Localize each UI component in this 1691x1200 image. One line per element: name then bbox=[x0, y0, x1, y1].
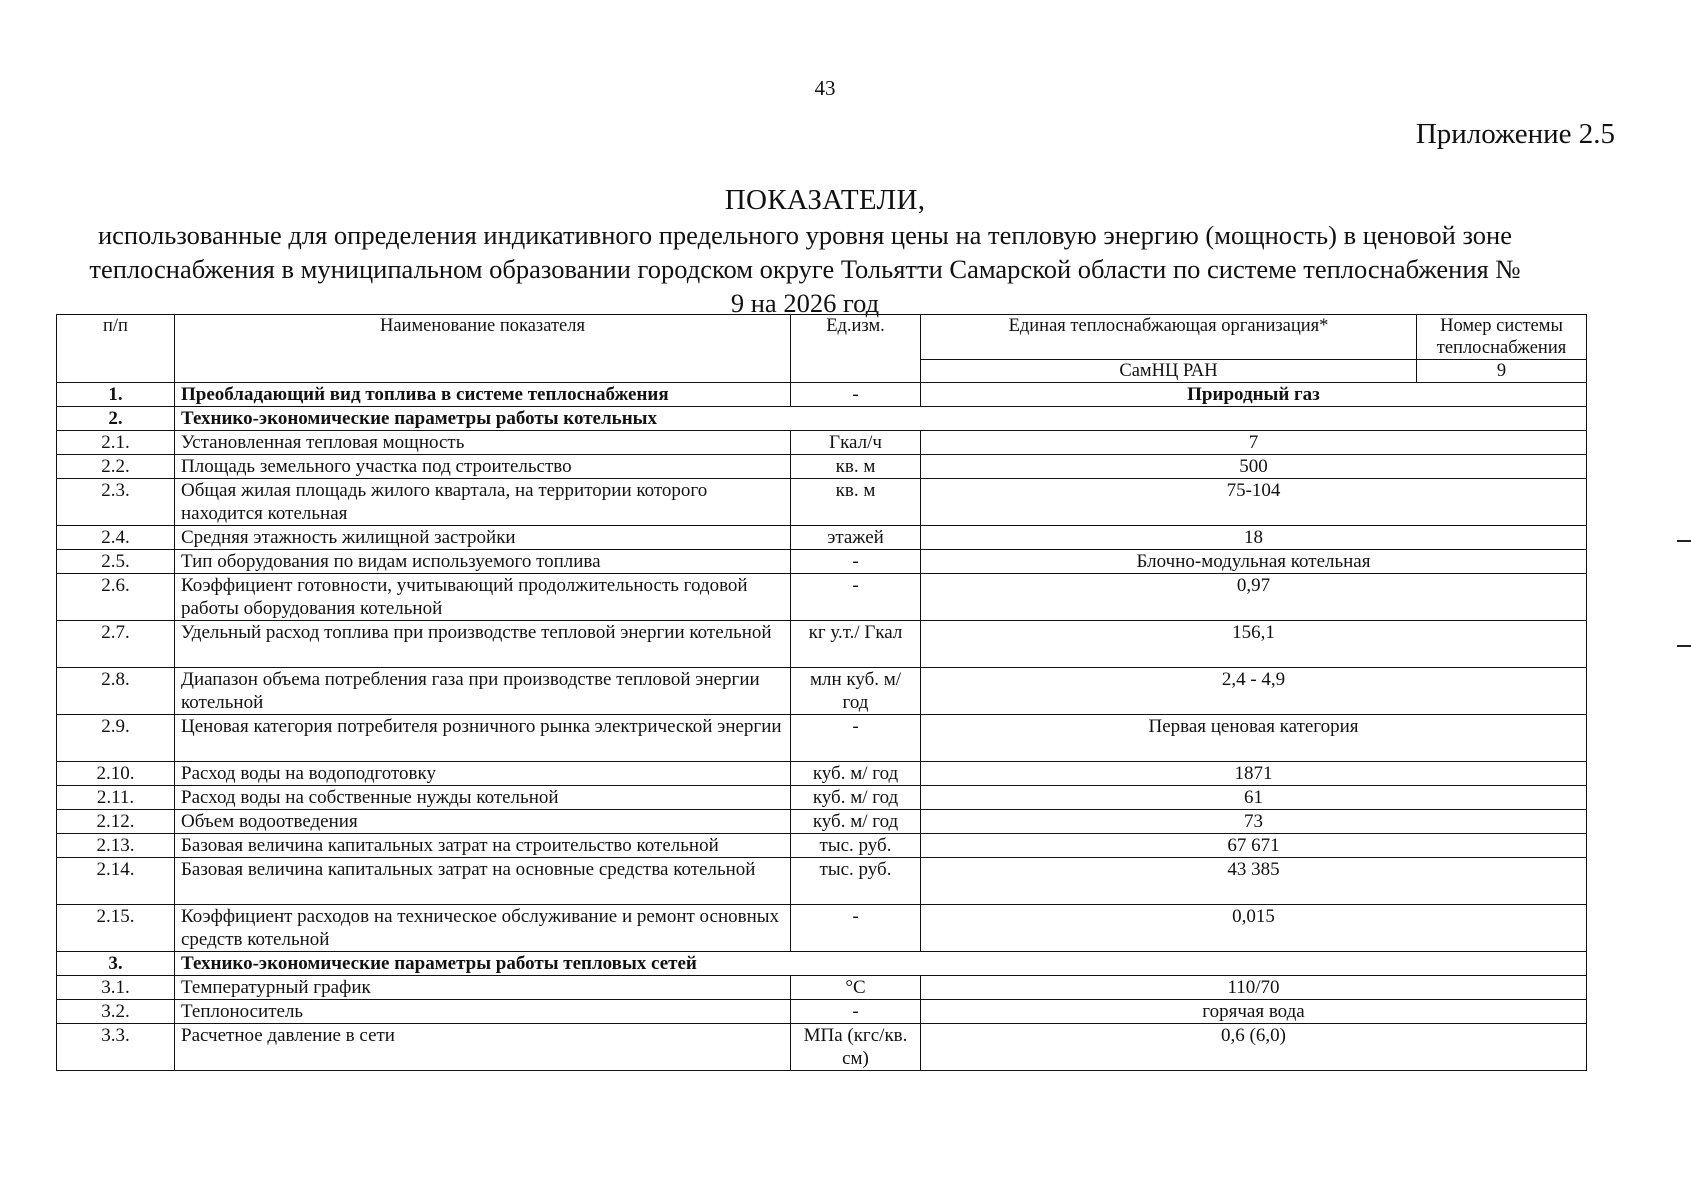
row-number: 3.3. bbox=[57, 1024, 175, 1071]
indicators-table bbox=[56, 314, 1587, 1071]
row-unit: тыс. руб. bbox=[791, 858, 921, 905]
row-unit: Гкал/ч bbox=[791, 431, 921, 455]
table-row bbox=[57, 810, 1587, 834]
row-number: 2.11. bbox=[57, 786, 175, 810]
row-name: Общая жилая площадь жилого квартала, на территории которого находится котельная bbox=[175, 479, 791, 526]
row-value: 500 bbox=[921, 455, 1587, 479]
row-number: 2.6. bbox=[57, 574, 175, 621]
row-unit: кв. м bbox=[791, 479, 921, 526]
row-value: 61 bbox=[921, 786, 1587, 810]
row-value: 0,6 (6,0) bbox=[921, 1024, 1587, 1071]
table-section-row bbox=[57, 407, 1587, 431]
row-value: 67 671 bbox=[921, 834, 1587, 858]
row-value: горячая вода bbox=[921, 1000, 1587, 1024]
table-row bbox=[57, 834, 1587, 858]
table-row bbox=[57, 383, 1587, 407]
row-value: Природный газ bbox=[921, 383, 1587, 407]
row-number: 2. bbox=[57, 407, 175, 431]
header-unit: Ед.изм. bbox=[791, 315, 921, 383]
row-name: Площадь земельного участка под строительство bbox=[175, 455, 791, 479]
row-unit: - bbox=[791, 1000, 921, 1024]
row-number: 2.15. bbox=[57, 905, 175, 952]
row-number: 2.12. bbox=[57, 810, 175, 834]
table-row bbox=[57, 858, 1587, 905]
row-unit: МПа (кгс/кв. см) bbox=[791, 1024, 921, 1071]
row-number: 2.14. bbox=[57, 858, 175, 905]
row-number: 2.1. bbox=[57, 431, 175, 455]
row-unit: - bbox=[791, 550, 921, 574]
row-unit: куб. м/ год bbox=[791, 786, 921, 810]
row-value: 0,015 bbox=[921, 905, 1587, 952]
row-value: 43 385 bbox=[921, 858, 1587, 905]
row-name: Теплоноситель bbox=[175, 1000, 791, 1024]
row-value: 75-104 bbox=[921, 479, 1587, 526]
row-value: 7 bbox=[921, 431, 1587, 455]
appendix-label: Приложение 2.5 bbox=[1415, 118, 1615, 150]
header-system: Номер системы теплоснабжения bbox=[1417, 315, 1587, 360]
row-number: 2.7. bbox=[57, 621, 175, 668]
scan-edge-mark bbox=[1677, 540, 1691, 542]
row-number: 3. bbox=[57, 952, 175, 976]
row-unit: °С bbox=[791, 976, 921, 1000]
row-name: Преобладающий вид топлива в системе теплоснабжения bbox=[175, 383, 791, 407]
row-number: 2.10. bbox=[57, 762, 175, 786]
row-number: 2.8. bbox=[57, 668, 175, 715]
row-number: 2.4. bbox=[57, 526, 175, 550]
row-name: Расчетное давление в сети bbox=[175, 1024, 791, 1071]
row-unit: - bbox=[791, 905, 921, 952]
row-name: Коэффициент расходов на техническое обслуживание и ремонт основных средств котельной bbox=[175, 905, 791, 952]
header-name: Наименование показателя bbox=[175, 315, 791, 383]
row-value: 1871 bbox=[921, 762, 1587, 786]
row-number: 2.2. bbox=[57, 455, 175, 479]
table-row bbox=[57, 976, 1587, 1000]
row-name: Объем водоотведения bbox=[175, 810, 791, 834]
org-name: СамНЦ РАН bbox=[921, 360, 1417, 383]
header-num: п/п bbox=[57, 315, 175, 383]
row-number: 1. bbox=[57, 383, 175, 407]
table-row bbox=[57, 574, 1587, 621]
row-value: Первая ценовая категория bbox=[921, 715, 1587, 762]
system-number: 9 bbox=[1417, 360, 1587, 383]
row-unit: тыс. руб. bbox=[791, 834, 921, 858]
table-row bbox=[57, 786, 1587, 810]
row-name: Диапазон объема потребления газа при производстве тепловой энергии котельной bbox=[175, 668, 791, 715]
row-number: 3.2. bbox=[57, 1000, 175, 1024]
row-unit: - bbox=[791, 574, 921, 621]
row-unit: кв. м bbox=[791, 455, 921, 479]
row-value: 0,97 bbox=[921, 574, 1587, 621]
table-row bbox=[57, 1000, 1587, 1024]
document-title: ПОКАЗАТЕЛИ, bbox=[724, 184, 926, 216]
row-unit: - bbox=[791, 383, 921, 407]
scan-edge-mark bbox=[1677, 645, 1691, 647]
row-number: 2.13. bbox=[57, 834, 175, 858]
table-body bbox=[57, 383, 1587, 1071]
table-row bbox=[57, 479, 1587, 526]
row-value: 73 bbox=[921, 810, 1587, 834]
row-name: Коэффициент готовности, учитывающий продолжительность годовой работы оборудования котельной bbox=[175, 574, 791, 621]
row-value: 110/70 bbox=[921, 976, 1587, 1000]
table-section-row bbox=[57, 952, 1587, 976]
table-row bbox=[57, 621, 1587, 668]
row-name: Температурный график bbox=[175, 976, 791, 1000]
row-value: Блочно-модульная котельная bbox=[921, 550, 1587, 574]
row-name: Технико-экономические параметры работы котельных bbox=[175, 407, 1587, 431]
row-name: Расход воды на водоподготовку bbox=[175, 762, 791, 786]
table-row bbox=[57, 526, 1587, 550]
row-unit: куб. м/ год bbox=[791, 810, 921, 834]
row-number: 2.5. bbox=[57, 550, 175, 574]
table-row bbox=[57, 668, 1587, 715]
table-row bbox=[57, 905, 1587, 952]
row-name: Расход воды на собственные нужды котельной bbox=[175, 786, 791, 810]
row-unit: куб. м/ год bbox=[791, 762, 921, 786]
row-number: 2.3. bbox=[57, 479, 175, 526]
row-number: 2.9. bbox=[57, 715, 175, 762]
row-value: 156,1 bbox=[921, 621, 1587, 668]
row-unit: млн куб. м/год bbox=[791, 668, 921, 715]
row-name: Средняя этажность жилищной застройки bbox=[175, 526, 791, 550]
row-name: Базовая величина капитальных затрат на строительство котельной bbox=[175, 834, 791, 858]
page-number: 43 bbox=[814, 76, 836, 100]
row-unit: - bbox=[791, 715, 921, 762]
table-row bbox=[57, 455, 1587, 479]
row-number: 3.1. bbox=[57, 976, 175, 1000]
row-name: Тип оборудования по видам используемого топлива bbox=[175, 550, 791, 574]
row-name: Установленная тепловая мощность bbox=[175, 431, 791, 455]
table-row bbox=[57, 762, 1587, 786]
document-subtitle: использованные для определения индикативного предельного уровня цены на тепловую энергию (мощность) в ценовой зоне теплоснабжения в муниципальном образовании городском округе Тольятти Самарской области по системе теплоснабжения № 9 на 2026 год bbox=[89, 220, 1521, 318]
row-value: 18 bbox=[921, 526, 1587, 550]
table-row bbox=[57, 431, 1587, 455]
row-name: Ценовая категория потребителя розничного рынка электрической энергии bbox=[175, 715, 791, 762]
table-header bbox=[57, 315, 1587, 383]
row-name: Технико-экономические параметры работы тепловых сетей bbox=[175, 952, 1587, 976]
table-row bbox=[57, 715, 1587, 762]
table-row bbox=[57, 1024, 1587, 1071]
table-row bbox=[57, 550, 1587, 574]
row-name: Базовая величина капитальных затрат на основные средства котельной bbox=[175, 858, 791, 905]
row-value: 2,4 - 4,9 bbox=[921, 668, 1587, 715]
row-unit: кг у.т./ Гкал bbox=[791, 621, 921, 668]
row-name: Удельный расход топлива при производстве тепловой энергии котельной bbox=[175, 621, 791, 668]
header-org: Единая теплоснабжающая организация* bbox=[921, 315, 1417, 360]
row-unit: этажей bbox=[791, 526, 921, 550]
